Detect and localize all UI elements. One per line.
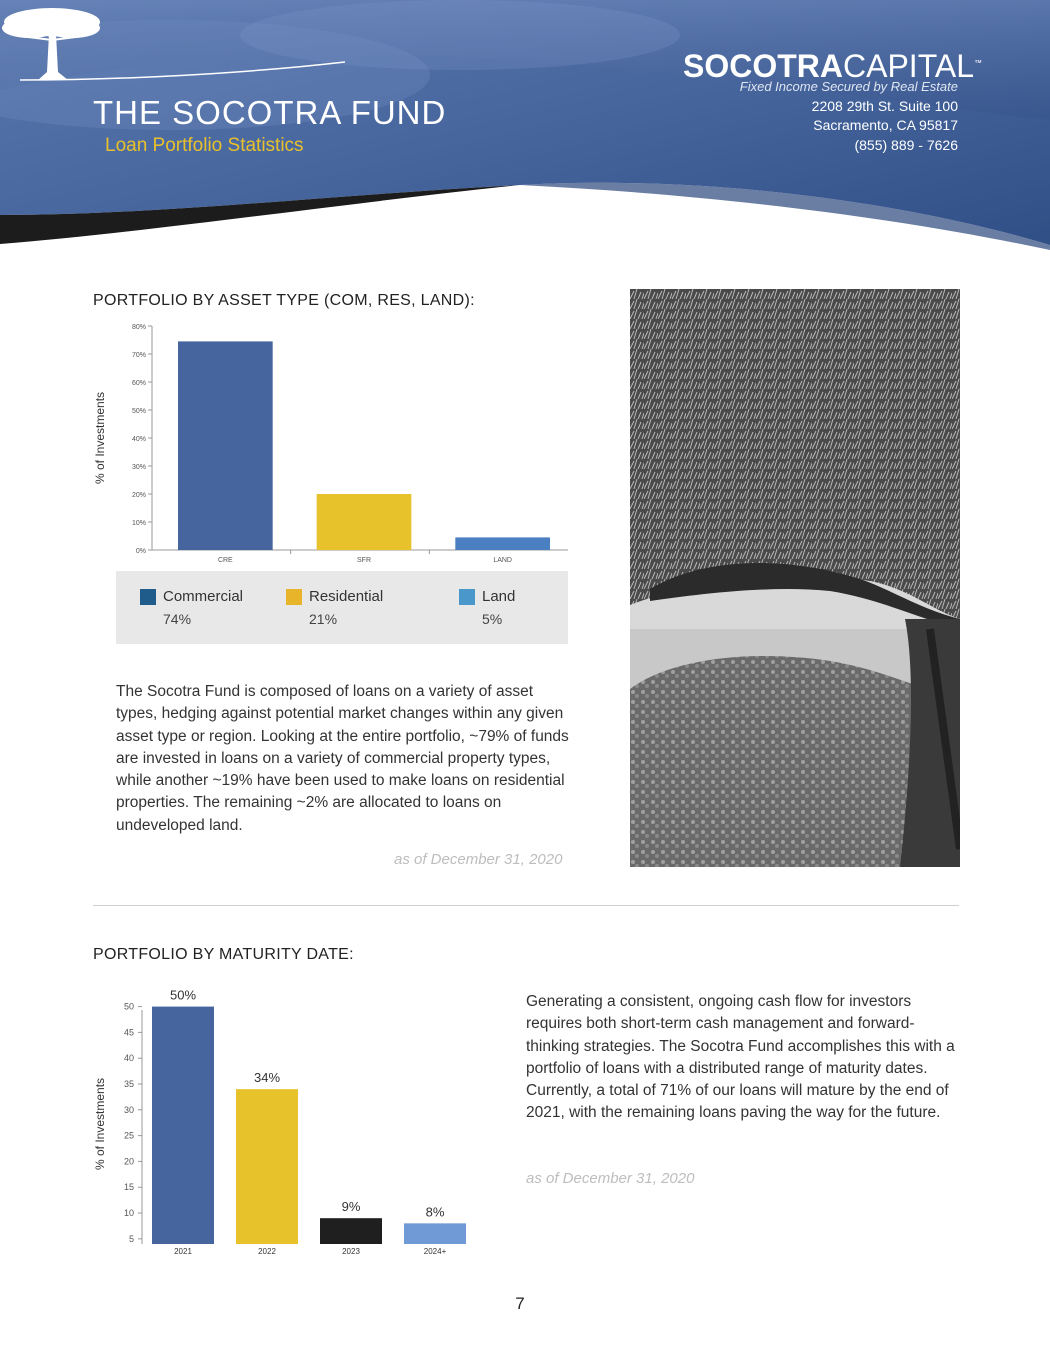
- bar-cre: [178, 341, 273, 550]
- y-tick-label: 80%: [131, 324, 146, 331]
- y-tick-label: 25: [123, 1130, 134, 1141]
- tree-logo-icon: [0, 0, 350, 88]
- x-tick-label: SFR: [357, 557, 371, 564]
- legend-label: Land: [482, 588, 516, 605]
- y-tick-label: 35: [123, 1079, 134, 1089]
- y-axis-label: % of Investments: [93, 391, 107, 485]
- asset-type-date-note: as of December 31, 2020: [394, 851, 563, 868]
- y-tick-label: 45: [123, 1027, 134, 1038]
- legend-label: Commercial: [163, 588, 244, 605]
- legend-value: 74%: [163, 611, 192, 627]
- asset-type-heading: PORTFOLIO BY ASSET TYPE (COM, RES, LAND):: [93, 292, 475, 309]
- data-label: 34%: [253, 1070, 281, 1086]
- address-line-2: Sacramento, CA 95817: [813, 117, 958, 133]
- y-tick-label: 50: [123, 1001, 134, 1012]
- x-tick-label: 2024+: [423, 1247, 447, 1256]
- y-tick-label: 40%: [131, 436, 146, 443]
- maturity-date-paragraph: Generating a consistent, ongoing cash flow for investors requires both short-term cash management and forward-thinking strategies. The Socotra Fund accomplishes this with a portfolio of loans with a distributed range of maturity dates. Currently, a total of 71% of our loans will mature by the end of 2021, with the remaining loans paving the way for the future.: [526, 993, 955, 1122]
- x-tick-label: 2021: [174, 1247, 192, 1256]
- legend-value: 5%: [482, 611, 503, 627]
- maturity-date-heading: PORTFOLIO BY MATURITY DATE:: [93, 946, 354, 963]
- header-banner: [0, 0, 1050, 250]
- y-tick-label: 60%: [131, 380, 146, 387]
- bar-sfr: [317, 494, 412, 550]
- page-number: 7: [515, 1294, 525, 1313]
- y-tick-label: 40: [123, 1053, 134, 1064]
- y-tick-label: 0%: [135, 548, 146, 555]
- y-tick-label: 30%: [131, 464, 146, 471]
- address-line-1: 2208 29th St. Suite 100: [811, 98, 958, 114]
- x-tick-label: 2023: [342, 1247, 360, 1256]
- page-title: THE SOCOTRA FUND: [93, 94, 447, 131]
- section-divider: [93, 905, 959, 906]
- asset-type-bar-chart: [88, 316, 578, 568]
- legend-swatch: [286, 589, 302, 605]
- brand-tagline: Fixed Income Secured by Real Estate: [739, 79, 958, 94]
- y-tick-label: 10: [123, 1208, 134, 1219]
- legend-value: 21%: [309, 611, 338, 627]
- asset-type-legend: [116, 571, 568, 644]
- bar-land: [455, 537, 550, 550]
- y-tick-label: 50%: [131, 408, 146, 415]
- y-tick-label: 30: [123, 1104, 134, 1115]
- x-tick-label: LAND: [493, 557, 513, 564]
- asset-type-paragraph: The Socotra Fund is composed of loans on a variety of asset types, hedging against potential market changes within any given asset type or region. Looking at the entire portfolio, ~79% of funds are invested in loans on a variety of commercial property types, while another ~19% have been used to make loans on residential properties. The remaining ~2% are allocated to loans on undeveloped land.: [116, 683, 569, 834]
- data-label: 9%: [341, 1199, 361, 1215]
- phone-number: (855) 889 - 7626: [854, 137, 958, 153]
- bar-2022: [236, 1089, 298, 1244]
- y-tick-label: 20%: [131, 492, 146, 499]
- bar-2023: [320, 1218, 382, 1244]
- y-axis-label: % of Investments: [93, 1077, 107, 1171]
- x-tick-label: 2022: [258, 1247, 276, 1256]
- page-subtitle: Loan Portfolio Statistics: [105, 135, 304, 156]
- maturity-date-bar-chart: [88, 990, 488, 1258]
- legend-label: Residential: [309, 588, 384, 605]
- data-label: 8%: [425, 1204, 445, 1220]
- dragon-tree-photo: [630, 289, 960, 867]
- y-tick-label: 20: [123, 1156, 134, 1167]
- maturity-date-note: as of December 31, 2020: [526, 1170, 695, 1187]
- bar-2021: [152, 1007, 214, 1244]
- legend-swatch: [140, 589, 156, 605]
- data-label: 50%: [169, 990, 197, 1003]
- y-tick-label: 70%: [131, 352, 146, 359]
- bar-2024-plus: [404, 1223, 466, 1244]
- y-tick-label: 5: [128, 1233, 134, 1244]
- y-tick-label: 15: [123, 1182, 134, 1193]
- y-tick-label: 10%: [131, 520, 146, 527]
- x-tick-label: CRE: [217, 557, 233, 564]
- legend-swatch: [459, 589, 475, 605]
- brand-wordmark: SOCOTRACAPITAL™: [683, 48, 982, 84]
